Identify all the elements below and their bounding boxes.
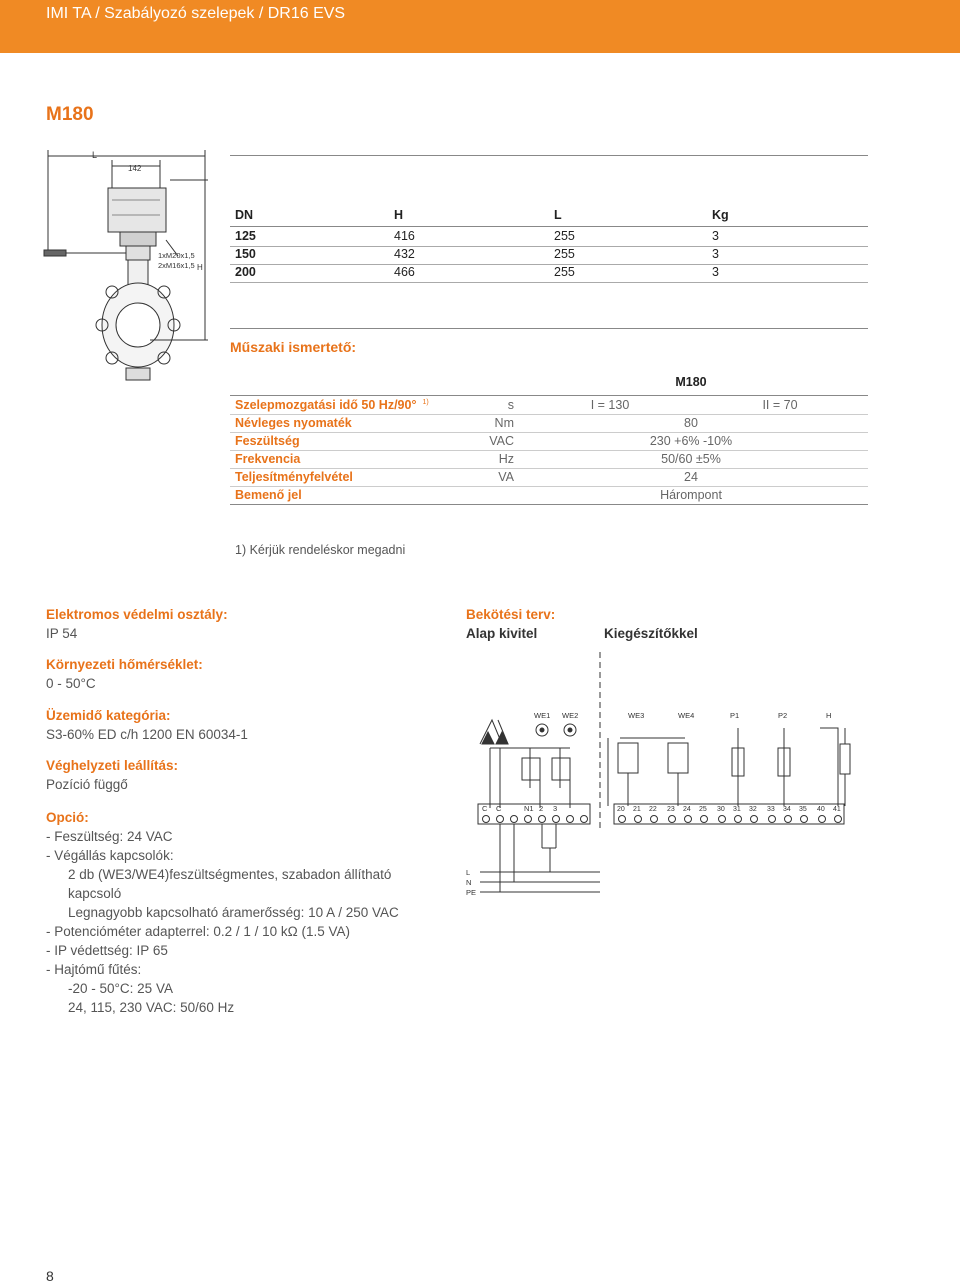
duty-value: S3-60% ED c/h 1200 EN 60034-1: [46, 727, 248, 742]
spec-row: [230, 432, 868, 451]
dim-label-h: H: [197, 263, 203, 272]
spec-unit: VA: [498, 470, 514, 484]
spec-value: 50/60 ±5%: [661, 452, 721, 466]
terminal-label: 41: [833, 806, 841, 813]
wiring-label-we3: WE3: [628, 711, 645, 720]
fail-label: Véghelyzeti leállítás:: [46, 758, 179, 773]
spec-value: 24: [684, 470, 698, 484]
protection-block: [46, 605, 228, 643]
spec-column-header: M180: [675, 375, 707, 389]
temperature-value: 0 - 50°C: [46, 676, 96, 691]
terminal-label: 22: [649, 806, 657, 813]
tech-section: [230, 328, 868, 355]
col-header-l: L: [554, 208, 562, 222]
terminal-label: 3: [553, 804, 558, 813]
protection-value: IP 54: [46, 626, 78, 641]
table-cell: 3: [712, 265, 719, 279]
table-cell: 432: [394, 247, 415, 261]
spec-label: Bemenő jel: [235, 488, 302, 502]
terminal-label: 40: [817, 806, 825, 813]
wiring-basic-label: Alap kivitel: [466, 626, 538, 641]
table-cell: 416: [394, 229, 415, 243]
terminal-label: 32: [749, 806, 757, 813]
page-header: [0, 0, 960, 53]
options-label: Opció:: [46, 810, 89, 825]
col-header-h: H: [394, 208, 404, 222]
option-line: - Végállás kapcsolók:: [46, 848, 174, 863]
spec-row: [230, 468, 868, 487]
spec-value: 230 +6% -10%: [649, 434, 733, 448]
terminal-label: N1: [524, 804, 534, 813]
table-cell: 255: [554, 247, 575, 261]
terminal-label: 25: [699, 806, 707, 813]
cable-label-1: 1xM20x1,5: [158, 251, 195, 260]
divider: [230, 264, 868, 265]
terminal-label: 31: [733, 806, 741, 813]
divider: [230, 282, 868, 283]
page-number: 8: [46, 1268, 54, 1284]
spec-unit: Hz: [498, 452, 514, 466]
wiring-label-we4: WE4: [678, 711, 695, 720]
divider: [230, 246, 868, 247]
wiring-label-p1: P1: [730, 711, 740, 720]
option-line: -20 - 50°C: 25 VA: [68, 981, 173, 996]
spec-label: Feszültség: [235, 434, 300, 448]
duty-block: [46, 706, 248, 744]
spec-row: [230, 414, 868, 433]
terminal-label: 35: [799, 806, 807, 813]
spec-label: Teljesítményfelvétel: [235, 470, 353, 484]
terminal-label: 2: [539, 804, 544, 813]
terminal-label: C: [482, 804, 488, 813]
spec-label: Névleges nyomaték: [235, 416, 352, 430]
table-cell: 255: [554, 229, 575, 243]
temperature-label: Környezeti hőmérséklet:: [46, 657, 203, 672]
wiring-extra-label: Kiegészítőkkel: [604, 626, 698, 641]
spec-value: II = 70: [762, 398, 798, 412]
terminal-label: 23: [667, 806, 675, 813]
supply-label-pe: PE: [466, 888, 477, 897]
dim-label-142: 142: [128, 164, 142, 173]
terminal-label: 33: [767, 806, 775, 813]
option-line: - Hajtómű fűtés:: [46, 962, 142, 977]
table-cell: 200: [235, 265, 256, 279]
cable-label-2: 2xM16x1,5: [158, 261, 195, 270]
table-cell: 3: [712, 229, 719, 243]
fail-block: [46, 756, 178, 794]
tech-title: Műszaki ismertető:: [230, 339, 357, 355]
option-line: Legnagyobb kapcsolható áramerősség: 10 A / 250 VAC: [68, 905, 399, 920]
terminal-label: 20: [617, 806, 625, 813]
protection-label: Elektromos védelmi osztály:: [46, 607, 228, 622]
terminal-label: 34: [783, 806, 791, 813]
terminal-label: 30: [717, 806, 725, 813]
spec-row: [230, 396, 868, 415]
wiring-label-we2: WE2: [562, 711, 579, 720]
dimensions-table: [230, 155, 868, 279]
option-line: 2 db (WE3/WE4)feszültségmentes, szabadon állítható: [68, 867, 392, 882]
table-cell: 150: [235, 247, 256, 261]
footnote: 1) Kérjük rendeléskor megadni: [235, 543, 406, 557]
col-header-kg: Kg: [712, 208, 729, 222]
option-line: kapcsoló: [68, 886, 122, 901]
spec-value: 80: [684, 416, 698, 430]
spec-value: I = 130: [590, 398, 630, 412]
supply-label-l: L: [466, 868, 471, 877]
terminal-label: C: [496, 804, 502, 813]
supply-label-n: N: [466, 878, 472, 887]
spec-row: [230, 486, 868, 505]
wiring-label-p2: P2: [778, 711, 788, 720]
spec-row: [230, 450, 868, 469]
table-cell: 255: [554, 265, 575, 279]
terminal-label: 21: [633, 806, 641, 813]
table-cell: 3: [712, 247, 719, 261]
terminal-label: 24: [683, 806, 691, 813]
spec-label: Frekvencia: [235, 452, 301, 466]
wiring-label-we1: WE1: [534, 711, 551, 720]
spec-value: Hárompont: [660, 488, 722, 502]
fail-value: Pozíció függő: [46, 777, 128, 792]
wiring-extra-block: [604, 624, 698, 643]
wiring-diagram: [460, 648, 860, 898]
valve-drawing: [40, 140, 220, 390]
temperature-block: [46, 655, 203, 693]
option-line: 24, 115, 230 VAC: 50/60 Hz: [68, 1000, 235, 1015]
spec-label: Szelepmozgatási idő 50 Hz/90° $^{1)}$: [235, 398, 429, 412]
divider: [230, 226, 868, 227]
spec-unit: Nm: [494, 416, 514, 430]
table-cell: 125: [235, 229, 256, 243]
duty-label: Üzemidő kategória:: [46, 708, 171, 723]
spec-unit: VAC: [489, 434, 514, 448]
header-title: IMI TA / Szabályozó szelepek / DR16 EVS: [46, 5, 346, 22]
wiring-title-block: [466, 605, 555, 643]
options-block: [46, 808, 399, 1017]
dim-label-l: L: [92, 150, 98, 160]
wiring-title: Bekötési terv:: [466, 607, 556, 622]
spec-unit: s: [507, 398, 514, 412]
model-title: M180: [46, 104, 94, 125]
wiring-label-h: H: [826, 711, 832, 720]
table-cell: 466: [394, 265, 415, 279]
col-header-dn: DN: [235, 208, 254, 222]
option-line: - IP védettség: IP 65: [46, 943, 168, 958]
option-line: - Potencióméter adapterrel: 0.2 / 1 / 10 kΩ (1.5 VA): [46, 924, 350, 939]
option-line: - Feszültség: 24 VAC: [46, 829, 173, 844]
